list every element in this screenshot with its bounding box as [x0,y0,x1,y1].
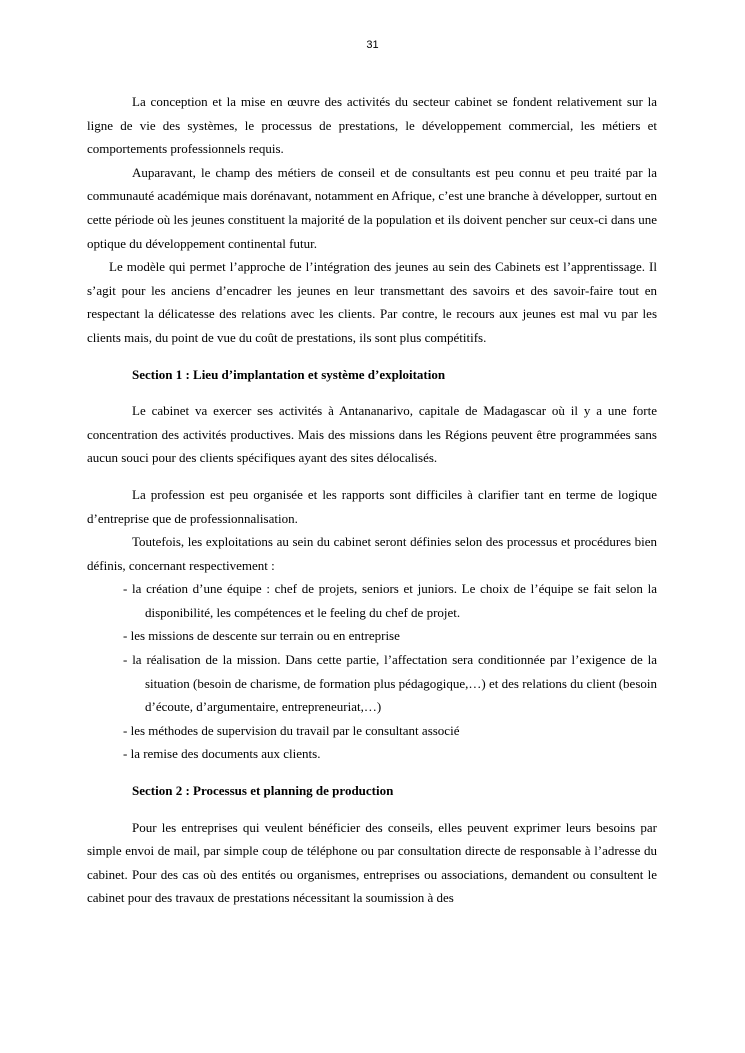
intro-paragraph-2: Auparavant, le champ des métiers de conseil et de consultants est peu connu et peu traité par la communauté académique mais dorénavant, notamment en Afrique, c’est une branche à développer, surtout en cette période où les jeunes constituent la majorité de la population et ils doivent pencher sur ceux-ci dans une optique du développement continental futur. [87,164,657,251]
section-2-heading: Section 2 : Processus et planning de production [132,783,394,799]
section-1-heading: Section 1 : Lieu d’implantation et système d’exploitation [132,366,446,382]
page-number: 31 [366,39,379,51]
intro-paragraph-3: Le modèle qui permet l’approche de l’intégration des jeunes au sein des Cabinets est l’apprentissage. Il s’agit pour les anciens d’encadrer les jeunes en leur transmettant des savoirs et des savoir-faire tout en respectant la délicatesse des relations avec les clients. Par contre, le recours aux jeunes est mal vu par les clients mais, du point de vue du coût de prestations, ils sont plus compétitifs. [87,259,657,345]
section-1-paragraph-1: Le cabinet va exercer ses activités à Antananarivo, capitale de Madagascar où il y a une forte concentration des activités productives. Mais des missions dans les Régions peuvent être programmées sans aucun souci pour des clients spécifiques ayant des sites délocalisés. [87,403,657,466]
list-item: - les missions de descente sur terrain ou en entreprise [123,628,400,644]
section-1-paragraph-2: La profession est peu organisée et les rapports sont difficiles à clarifier tant en terme de logique d’entreprise que de professionnalisation. [87,486,657,526]
intro-paragraph-1: La conception et la mise en œuvre des activités du secteur cabinet se fondent relativement sur la ligne de vie des systèmes, le processus de prestations, le développement commercial, les métiers et comportements professionnels requis. [87,94,657,157]
list-item: - la réalisation de la mission. Dans cette partie, l’affectation sera conditionnée par l’exigence de la situation (besoin de charisme, de formation plus pédagogique,…) et des relations du client (besoin d’écoute, d’argumentaire, entrepreneuriat,…) [123,652,657,715]
section-1-paragraph-3: Toutefois, les exploitations au sein du cabinet seront définies selon des processus et procédures bien définis, concernant respectivement : [87,534,657,573]
list-item: - la création d’une équipe : chef de projets, seniors et juniors. Le choix de l’équipe se fait selon la disponibilité, les compétences et le feeling du chef de projet. [123,581,657,620]
process-list [87,577,657,766]
list-item: - les méthodes de supervision du travail par le consultant associé [123,722,460,738]
list-item: - la remise des documents aux clients. [123,746,321,762]
section-2-paragraph-1: Pour les entreprises qui veulent bénéficier des conseils, elles peuvent exprimer leurs besoins par simple envoi de mail, par simple coup de téléphone ou par consultation directe de responsable à l’adresse du cabinet. Pour des cas où des entités ou organismes, entreprises ou associations, demandent ou consultent le cabinet pour des travaux de prestations nécessitant la soumission à des [87,819,657,906]
page-content [87,90,657,910]
